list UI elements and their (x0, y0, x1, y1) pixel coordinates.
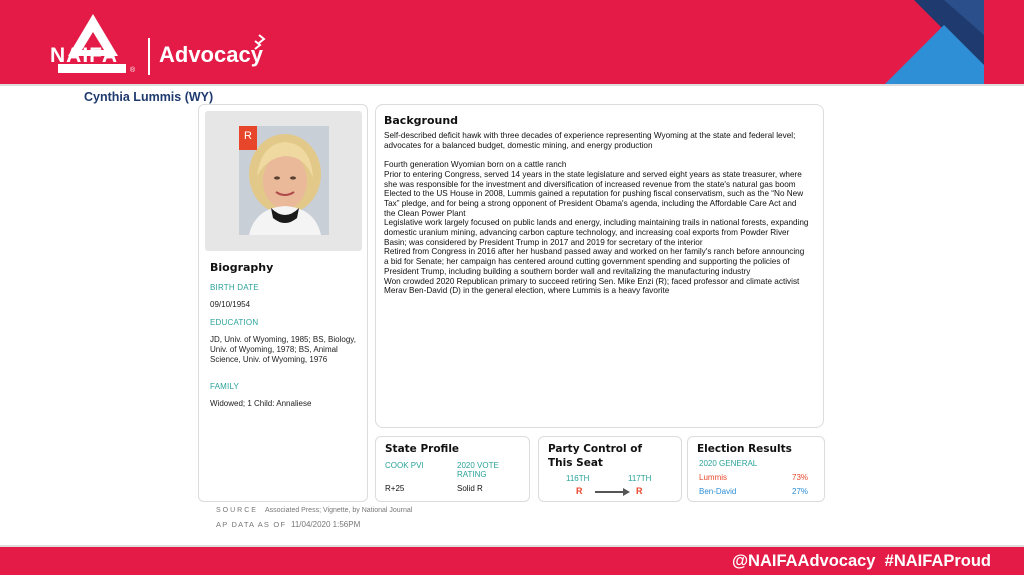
election-type-label: 2020 GENERAL (699, 459, 758, 468)
logo-registered-mark: ® (130, 67, 136, 74)
biography-heading: Biography (210, 261, 274, 274)
header-separator (0, 84, 1024, 86)
candidate-name: Lummis (699, 473, 728, 482)
background-intro: Self-described deficit hawk with three decades of experience representing Wyoming at the state and federal level; advocates for a balanced budget, domestic mining, and energy production (384, 131, 796, 150)
header-banner (0, 0, 1024, 84)
chevron-right-icon (252, 32, 272, 52)
vote-rating-value: Solid R (457, 484, 483, 493)
biography-card (198, 104, 368, 502)
vote-rating-label: 2020 VOTE RATING (457, 461, 499, 479)
source-value: Associated Press; Vignette, by National Journal (265, 507, 413, 514)
background-card (375, 104, 824, 428)
arrow-right-icon (595, 487, 631, 497)
party-to-value: R (636, 486, 643, 496)
cook-pvi-value: R+25 (385, 484, 405, 493)
portrait-photo (239, 126, 329, 235)
state-profile-heading: State Profile (385, 443, 460, 455)
education-value: JD, Univ. of Wyoming, 1985; BS, Biology, Univ. of Wyoming, 1978; BS, Animal Science, Univ. of Wyoming, 1976 (210, 335, 356, 364)
congress-from-label: 116TH (566, 474, 590, 483)
party-from-value: R (576, 486, 583, 496)
cook-pvi-label: COOK PVI (385, 461, 424, 470)
candidate-name: Ben-David (699, 487, 737, 496)
background-line: Legislative work largely focused on public lands and energy, including maintaining trails in national forests, expanding domestic uranium mining, advancing carbon capture technology, and increasing coal exports from Powder River Basin; was considered by President Trump in 2017 and 2019 for secretary of the interior (384, 218, 809, 247)
section-title: Advocacy (159, 42, 263, 67)
background-line: Prior to entering Congress, served 14 years in the state legislature and served eight years as state treasurer, where she was responsible for the investment and diversification of increased revenue from the state's natural gas boom (384, 169, 802, 189)
election-results-card (687, 436, 825, 502)
page-title: Cynthia Lummis (WY) (84, 90, 214, 104)
asof-label: AP DATA AS OF (216, 520, 287, 529)
party-badge: R (239, 126, 257, 150)
family-label: FAMILY (210, 382, 240, 391)
election-results-heading: Election Results (697, 443, 792, 455)
candidate-percent: 73% (792, 473, 809, 482)
asof-value: 11/04/2020 1:56PM (291, 520, 361, 529)
background-line: Elected to the US House in 2008, Lummis gained a reputation for pushing fiscal conservatism, such as the “No New Tax” pledge, and for being a strong opponent of President Obama's agenda, including the Affordable Care Act and the Clean Power Plant (384, 189, 804, 218)
party-control-card (538, 436, 682, 502)
candidate-percent: 27% (792, 487, 809, 496)
family-value: Widowed; 1 Child: Annaliese (210, 399, 312, 408)
header-triangles-decoration (874, 0, 1024, 84)
party-control-heading: Party Control of This Seat (548, 443, 643, 469)
state-profile-card (375, 436, 530, 502)
background-line: Won crowded 2020 Republican primary to succeed retiring Sen. Mike Enzi (R); faced professor and climate activist Merav Ben-David (D) in the general election, where Lummis is a heavy favorite (384, 276, 800, 296)
background-heading: Background (384, 114, 459, 127)
background-line: Retired from Congress in 2016 after her husband passed away and worked on her family's ranch before announcing a bid for Senate; her campaign has centered around cutting government spending and supporting the policies of President Trump, including building a southern border wall and revitalizing the manufacturing industry (384, 247, 805, 276)
education-label: EDUCATION (210, 318, 259, 327)
background-text (384, 131, 810, 296)
birth-date-value: 09/10/1954 (210, 300, 251, 309)
header-divider (148, 38, 150, 75)
congress-to-label: 117TH (628, 474, 652, 483)
background-line: Fourth generation Wyomian born on a cattle ranch (384, 160, 567, 170)
logo-text: NAIFA (50, 44, 118, 67)
birth-date-label: BIRTH DATE (210, 283, 259, 292)
source-label: SOURCE (216, 507, 258, 514)
photo-frame (205, 111, 362, 251)
footer-hashtags: @NAIFAAdvocacy #NAIFAProud (731, 552, 991, 570)
